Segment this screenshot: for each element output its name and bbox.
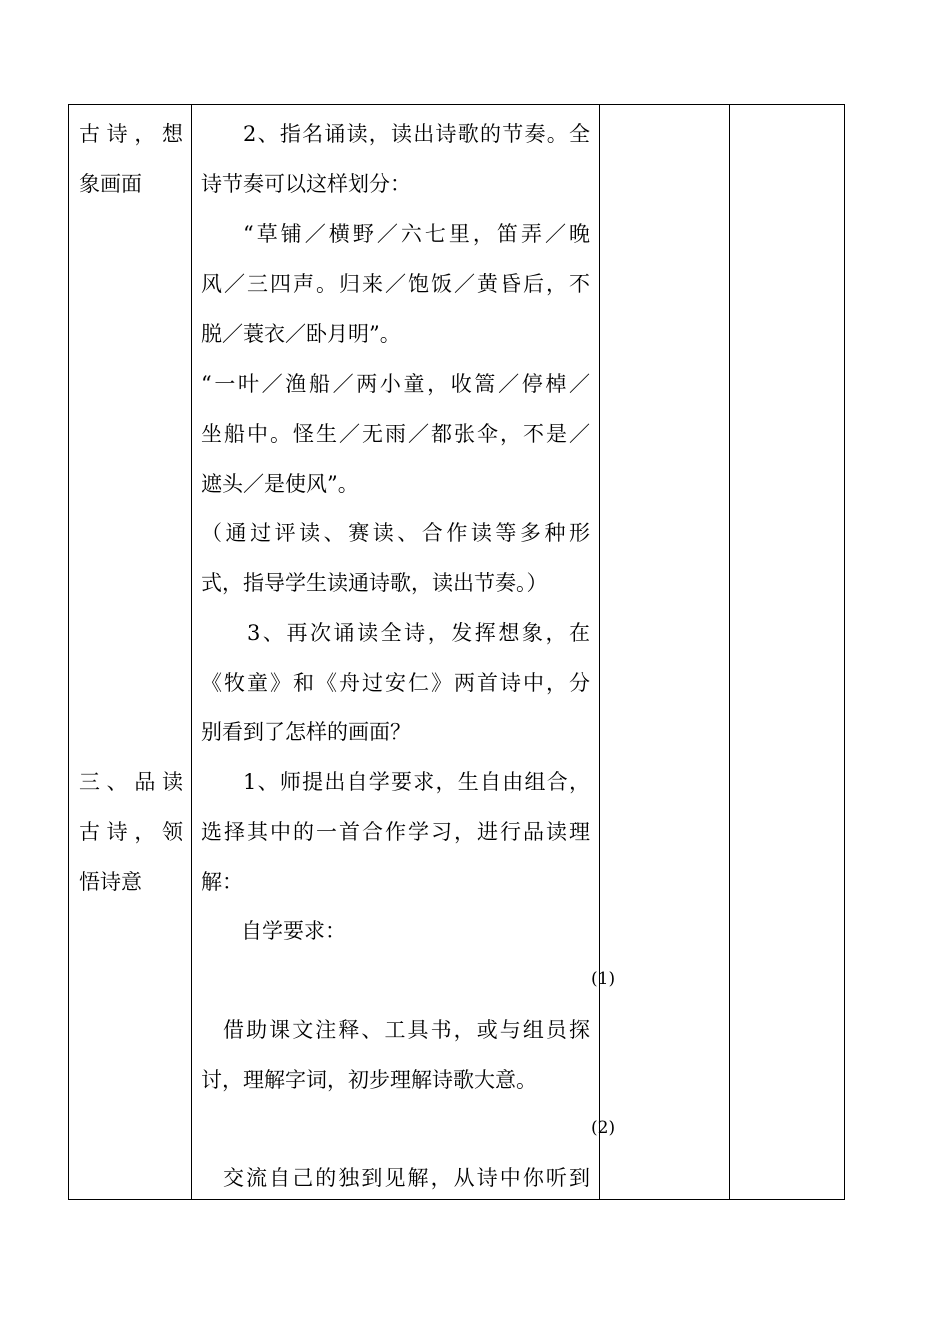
content-line: 解： xyxy=(201,870,243,894)
content-line: 借助课文注释、工具书，或与组员探 xyxy=(223,1018,590,1042)
column-divider-1 xyxy=(191,105,192,1199)
content-line: 自学要求： xyxy=(241,919,346,943)
column-divider-3 xyxy=(729,105,730,1199)
section-2-label-line-2: 象画面 xyxy=(79,172,142,196)
section-3-label-line-3: 悟诗意 xyxy=(79,870,142,894)
content-line: 3、再次诵读全诗，发挥想象，在 xyxy=(247,621,590,645)
content-line: 2、指名诵读，读出诗歌的节奏。全 xyxy=(243,122,590,146)
content-line: （通过评读、赛读、合作读等多种形 xyxy=(201,521,590,545)
list-marker-2: (2) xyxy=(591,1118,616,1138)
content-line: 式，指导学生读通诗歌，读出节奏。） xyxy=(201,571,548,595)
section-2-label-line-1: 古诗，想 xyxy=(79,122,183,146)
section-3-label-line-1: 三、品读 xyxy=(79,770,183,794)
content-line: 坐船中。怪生／无雨／都张伞，不是／ xyxy=(201,422,590,446)
content-line: “一叶／渔船／两小童，收篙／停棹／ xyxy=(201,372,590,396)
content-line: 选择其中的一首合作学习，进行品读理 xyxy=(201,820,590,844)
section-3-label-line-2: 古诗，领 xyxy=(79,820,183,844)
content-line: 诗节奏可以这样划分： xyxy=(201,172,411,196)
content-line: 讨，理解字词，初步理解诗歌大意。 xyxy=(201,1068,537,1092)
content-line: 脱／蓑衣／卧月明”。 xyxy=(201,322,401,346)
content-line: “草铺／横野／六七里，笛弄／晚 xyxy=(243,222,590,246)
lesson-plan-table xyxy=(68,104,845,1200)
content-line: 交流自己的独到见解，从诗中你听到 xyxy=(223,1166,590,1190)
content-line: 《牧童》和《舟过安仁》两首诗中，分 xyxy=(201,671,590,695)
content-line: 风／三四声。归来／饱饭／黄昏后，不 xyxy=(201,272,590,296)
content-line: 别看到了怎样的画面？ xyxy=(201,720,411,744)
content-line: 遮头／是使风”。 xyxy=(201,472,359,496)
list-marker-1: (1) xyxy=(591,969,616,989)
column-divider-2 xyxy=(599,105,600,1199)
content-line: 1、师提出自学要求，生自由组合， xyxy=(243,770,590,794)
